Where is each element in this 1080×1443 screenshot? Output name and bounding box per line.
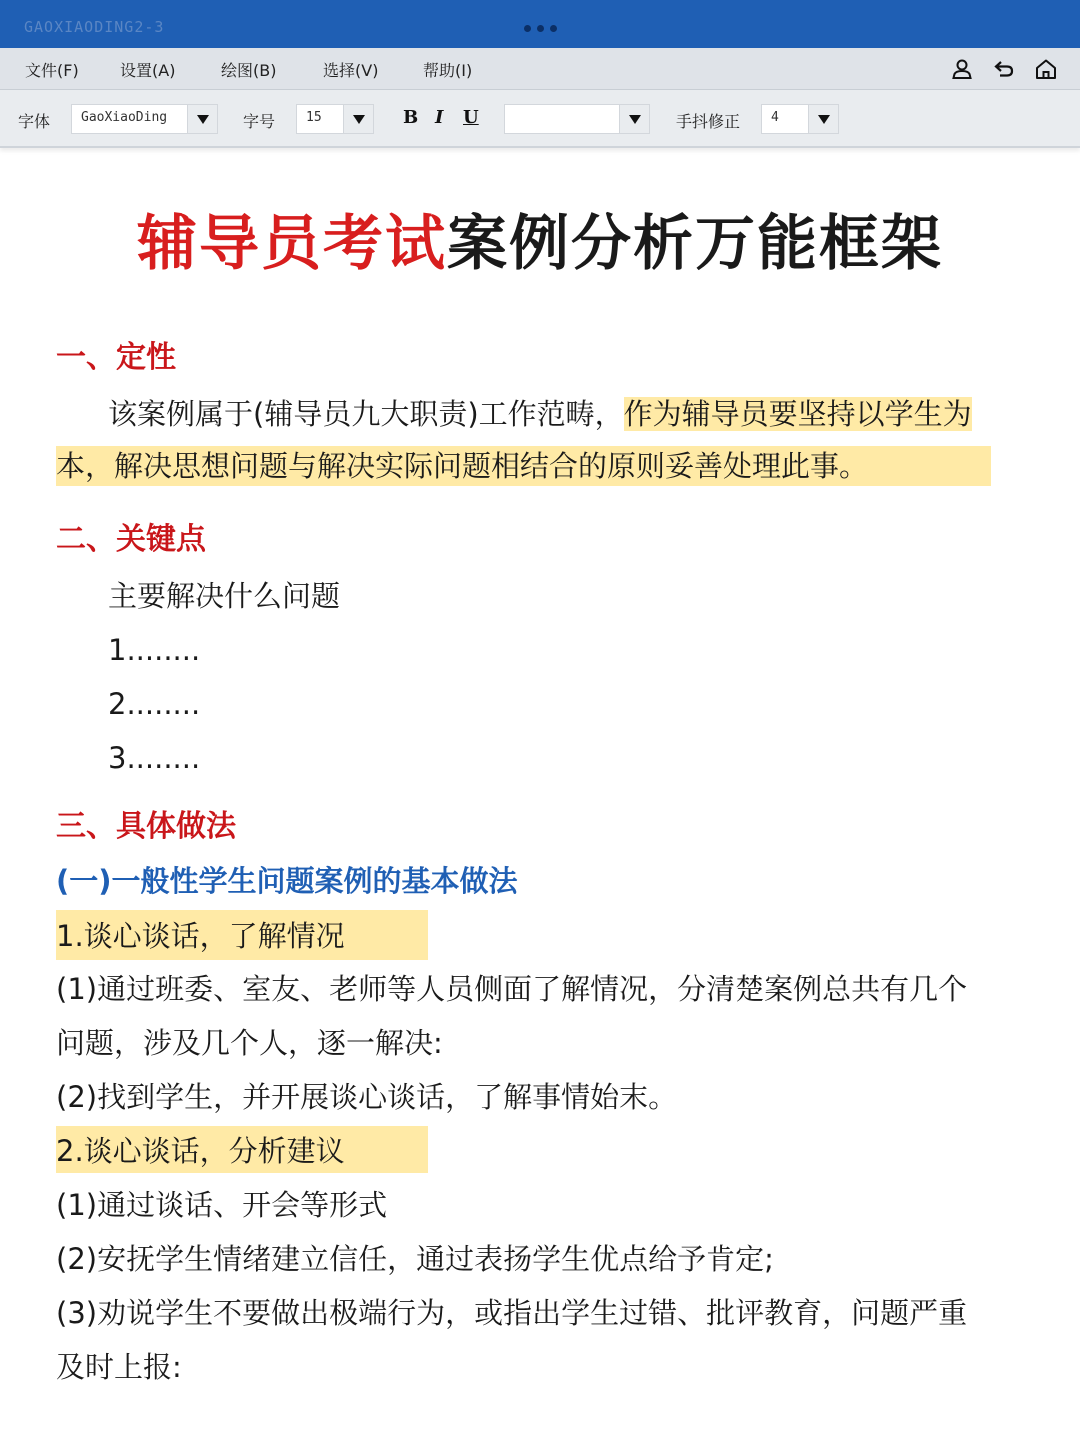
home-icon[interactable]	[1034, 57, 1058, 81]
title-bar	[0, 0, 1080, 48]
step2-heading: 2.谈心谈话，分析建议	[56, 1134, 345, 1168]
section3-heading: 三、具体做法	[56, 809, 236, 844]
step1-item1-line2: 问题，涉及几个人，逐一解决:	[56, 1026, 443, 1060]
undo-icon[interactable]	[992, 57, 1016, 81]
menu-settings[interactable]: 设置(A)	[120, 61, 176, 80]
size-select[interactable]	[296, 104, 374, 134]
chevron-down-icon[interactable]	[343, 105, 373, 133]
font-value: GaoXiaoDing	[81, 110, 168, 125]
color-select[interactable]	[504, 104, 650, 134]
title-black-part: 案例分析万能框架	[447, 209, 943, 279]
size-label: 字号	[243, 112, 276, 131]
chevron-down-icon[interactable]	[808, 105, 838, 133]
more-options-icon[interactable]	[524, 25, 557, 32]
step1-item2: (2)找到学生，并开展谈心谈话，了解事情始末。	[56, 1080, 678, 1114]
chevron-down-icon[interactable]	[187, 105, 217, 133]
section1-paragraph-line2: 本，解决思想问题与解决实际问题相结合的原则妥善处理此事。	[56, 449, 869, 483]
format-toolbar	[0, 90, 1080, 148]
subsection-heading: (一)一般性学生问题案例的基本做法	[56, 864, 518, 898]
tremor-select[interactable]	[761, 104, 839, 134]
tremor-value: 4	[771, 110, 779, 125]
user-icon[interactable]	[950, 57, 974, 81]
section2-heading: 二、关键点	[56, 522, 206, 557]
step1-item1-line1: (1)通过班委、室友、老师等人员侧面了解情况，分清楚案例总共有几个	[56, 972, 968, 1006]
chevron-down-icon[interactable]	[619, 105, 649, 133]
section1-paragraph-line1	[108, 394, 972, 434]
font-select[interactable]	[71, 104, 218, 134]
step2-item2: (2)安抚学生情绪建立信任，通过表扬学生优点给予肯定;	[56, 1242, 774, 1276]
list-item: 3........	[108, 741, 201, 775]
step1-heading: 1.谈心谈话，了解情况	[56, 919, 345, 953]
menu-bar	[0, 48, 1080, 90]
menu-draw[interactable]: 绘图(B)	[221, 61, 277, 80]
section1-text-plain: 该案例属于(辅导员九大职责)工作范畴，	[108, 397, 624, 431]
title-red-part: 辅导员考试	[137, 209, 447, 279]
app-name: GAOXIAODING2-3	[24, 18, 165, 36]
section2-intro: 主要解决什么问题	[108, 579, 341, 613]
menu-select[interactable]: 选择(V)	[323, 61, 379, 80]
step2-item3-line2: 及时上报:	[56, 1350, 182, 1384]
tremor-label: 手抖修正	[676, 112, 741, 131]
font-label: 字体	[18, 112, 51, 131]
list-item: 1........	[108, 633, 201, 667]
section1-heading: 一、定性	[56, 340, 176, 375]
size-value: 15	[306, 110, 322, 125]
step2-item3-line1: (3)劝说学生不要做出极端行为，或指出学生过错、批评教育，问题严重	[56, 1296, 968, 1330]
underline-button[interactable]: U	[463, 107, 479, 128]
menu-file[interactable]: 文件(F)	[25, 61, 79, 80]
bold-button[interactable]: B	[403, 107, 419, 128]
section1-text-highlight: 作为辅导员要坚持以学生为	[623, 397, 972, 431]
page-title	[0, 202, 1080, 286]
italic-button[interactable]: I	[435, 107, 444, 128]
menu-help[interactable]: 帮助(I)	[423, 61, 473, 80]
step2-item1: (1)通过谈话、开会等形式	[56, 1188, 388, 1222]
list-item: 2........	[108, 687, 201, 721]
